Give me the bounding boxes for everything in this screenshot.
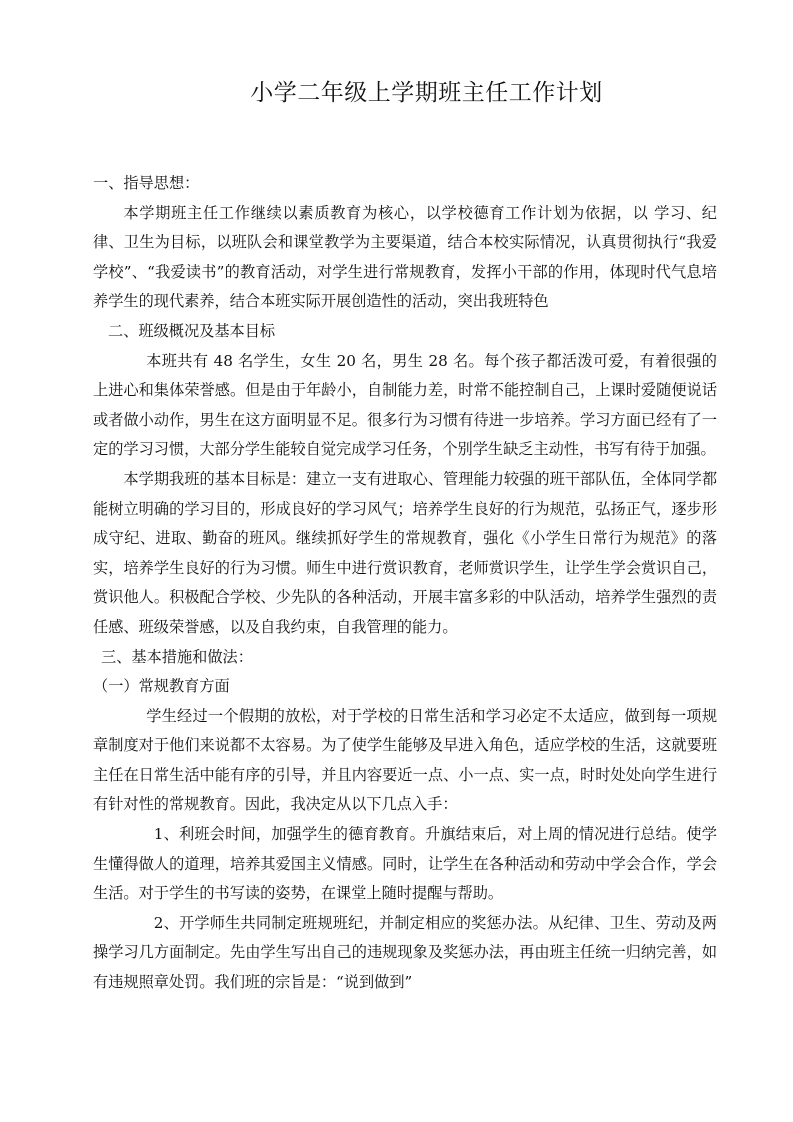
section-heading-guiding-thought: 一、指导思想： <box>93 174 200 192</box>
paragraph-item-2: 2、开学师生共同制定班规班纪，并制定相应的奖惩办法。从纪律、卫生、劳动及两操学习几方面制定。先由学生写出自己的违规现象及奖惩办法，再由班主任统一归纳完善，如有违规照章处罚。我们班的宗旨是：“说到做到” <box>93 913 717 992</box>
paragraph-item-1: 1、利班会时间，加强学生的德育教育。升旗结束后，对上周的情况进行总结。使学生懂得做人的道理，培养其爱国主义情感。同时，让学生在各种活动和劳动中学会合作，学会生活。对于学生的书写读的姿势，在课堂上随时提醒与帮助。 <box>93 825 717 903</box>
document-title: 小学二年级上学期班主任工作计划 <box>250 80 603 106</box>
paragraph-class-overview: 本班共有 48 名学生，女生 20 名，男生 28 名。每个孩子都活泼可爱，有着很强的上进心和集体荣誉感。但是由于年龄小，自制能力差，时常不能控制自己，上课时爱随便说话或者做小动作，男生在这方面明显不足。很多行为习惯有待进一步培养。学习方面已经有了一定的学习习惯，大部分学生能较自觉完成学习任务，个别学生缺乏主动性，书写有待于加强。 <box>93 351 717 459</box>
paragraph-basic-goals: 本学期我班的基本目标是：建立一支有进取心、管理能力较强的班干部队伍，全体同学都能树立明确的学习目的，形成良好的学习风气；培养学生良好的行为规范，弘扬正气，逐步形成守纪、进取、勤奋的班风。继续抓好学生的常规教育，强化《小学生日常行为规范》的落实，培养学生良好的行为习惯。师生中进行赏识教育，老师赏识学生，让学生学会赏识自己，赏识他人。积极配合学校、少先队的各种活动，开展丰富多彩的中队活动，培养学生强烈的责任感、班级荣誉感，以及自我约束，自我管理的能力。 <box>93 469 717 636</box>
paragraph-guiding-thought: 本学期班主任工作继续以素质教育为核心，以学校德育工作计划为依据，以 学习、纪律、卫生为目标，以班队会和课堂教学为主要渠道，结合本校实际情况，认真贯彻执行“我爱学校”、“我爱读书”的教育活动，对学生进行常规教育，发挥小干部的作用，体现时代气息培养学生的现代素养，结合本班实际开展创造性的活动，突出我班特色 <box>93 203 717 311</box>
paragraph-routine-education: 学生经过一个假期的放松，对于学校的日常生活和学习必定不太适应，做到每一项规章制度对于他们来说都不太容易。为了使学生能够及早进入角色，适应学校的生活，这就要班主任在日常生活中能有序的引导，并且内容要近一点、小一点、实一点，时时处处向学生进行有针对性的常规教育。因此，我决定从以下几点入手： <box>93 706 717 814</box>
document-body <box>93 169 717 998</box>
section-heading-measures: 三、基本措施和做法： <box>101 647 253 666</box>
section-heading-class-overview: 二、班级概况及基本目标 <box>108 321 276 340</box>
subsection-heading-routine-education: （一）常规教育方面 <box>93 677 230 696</box>
